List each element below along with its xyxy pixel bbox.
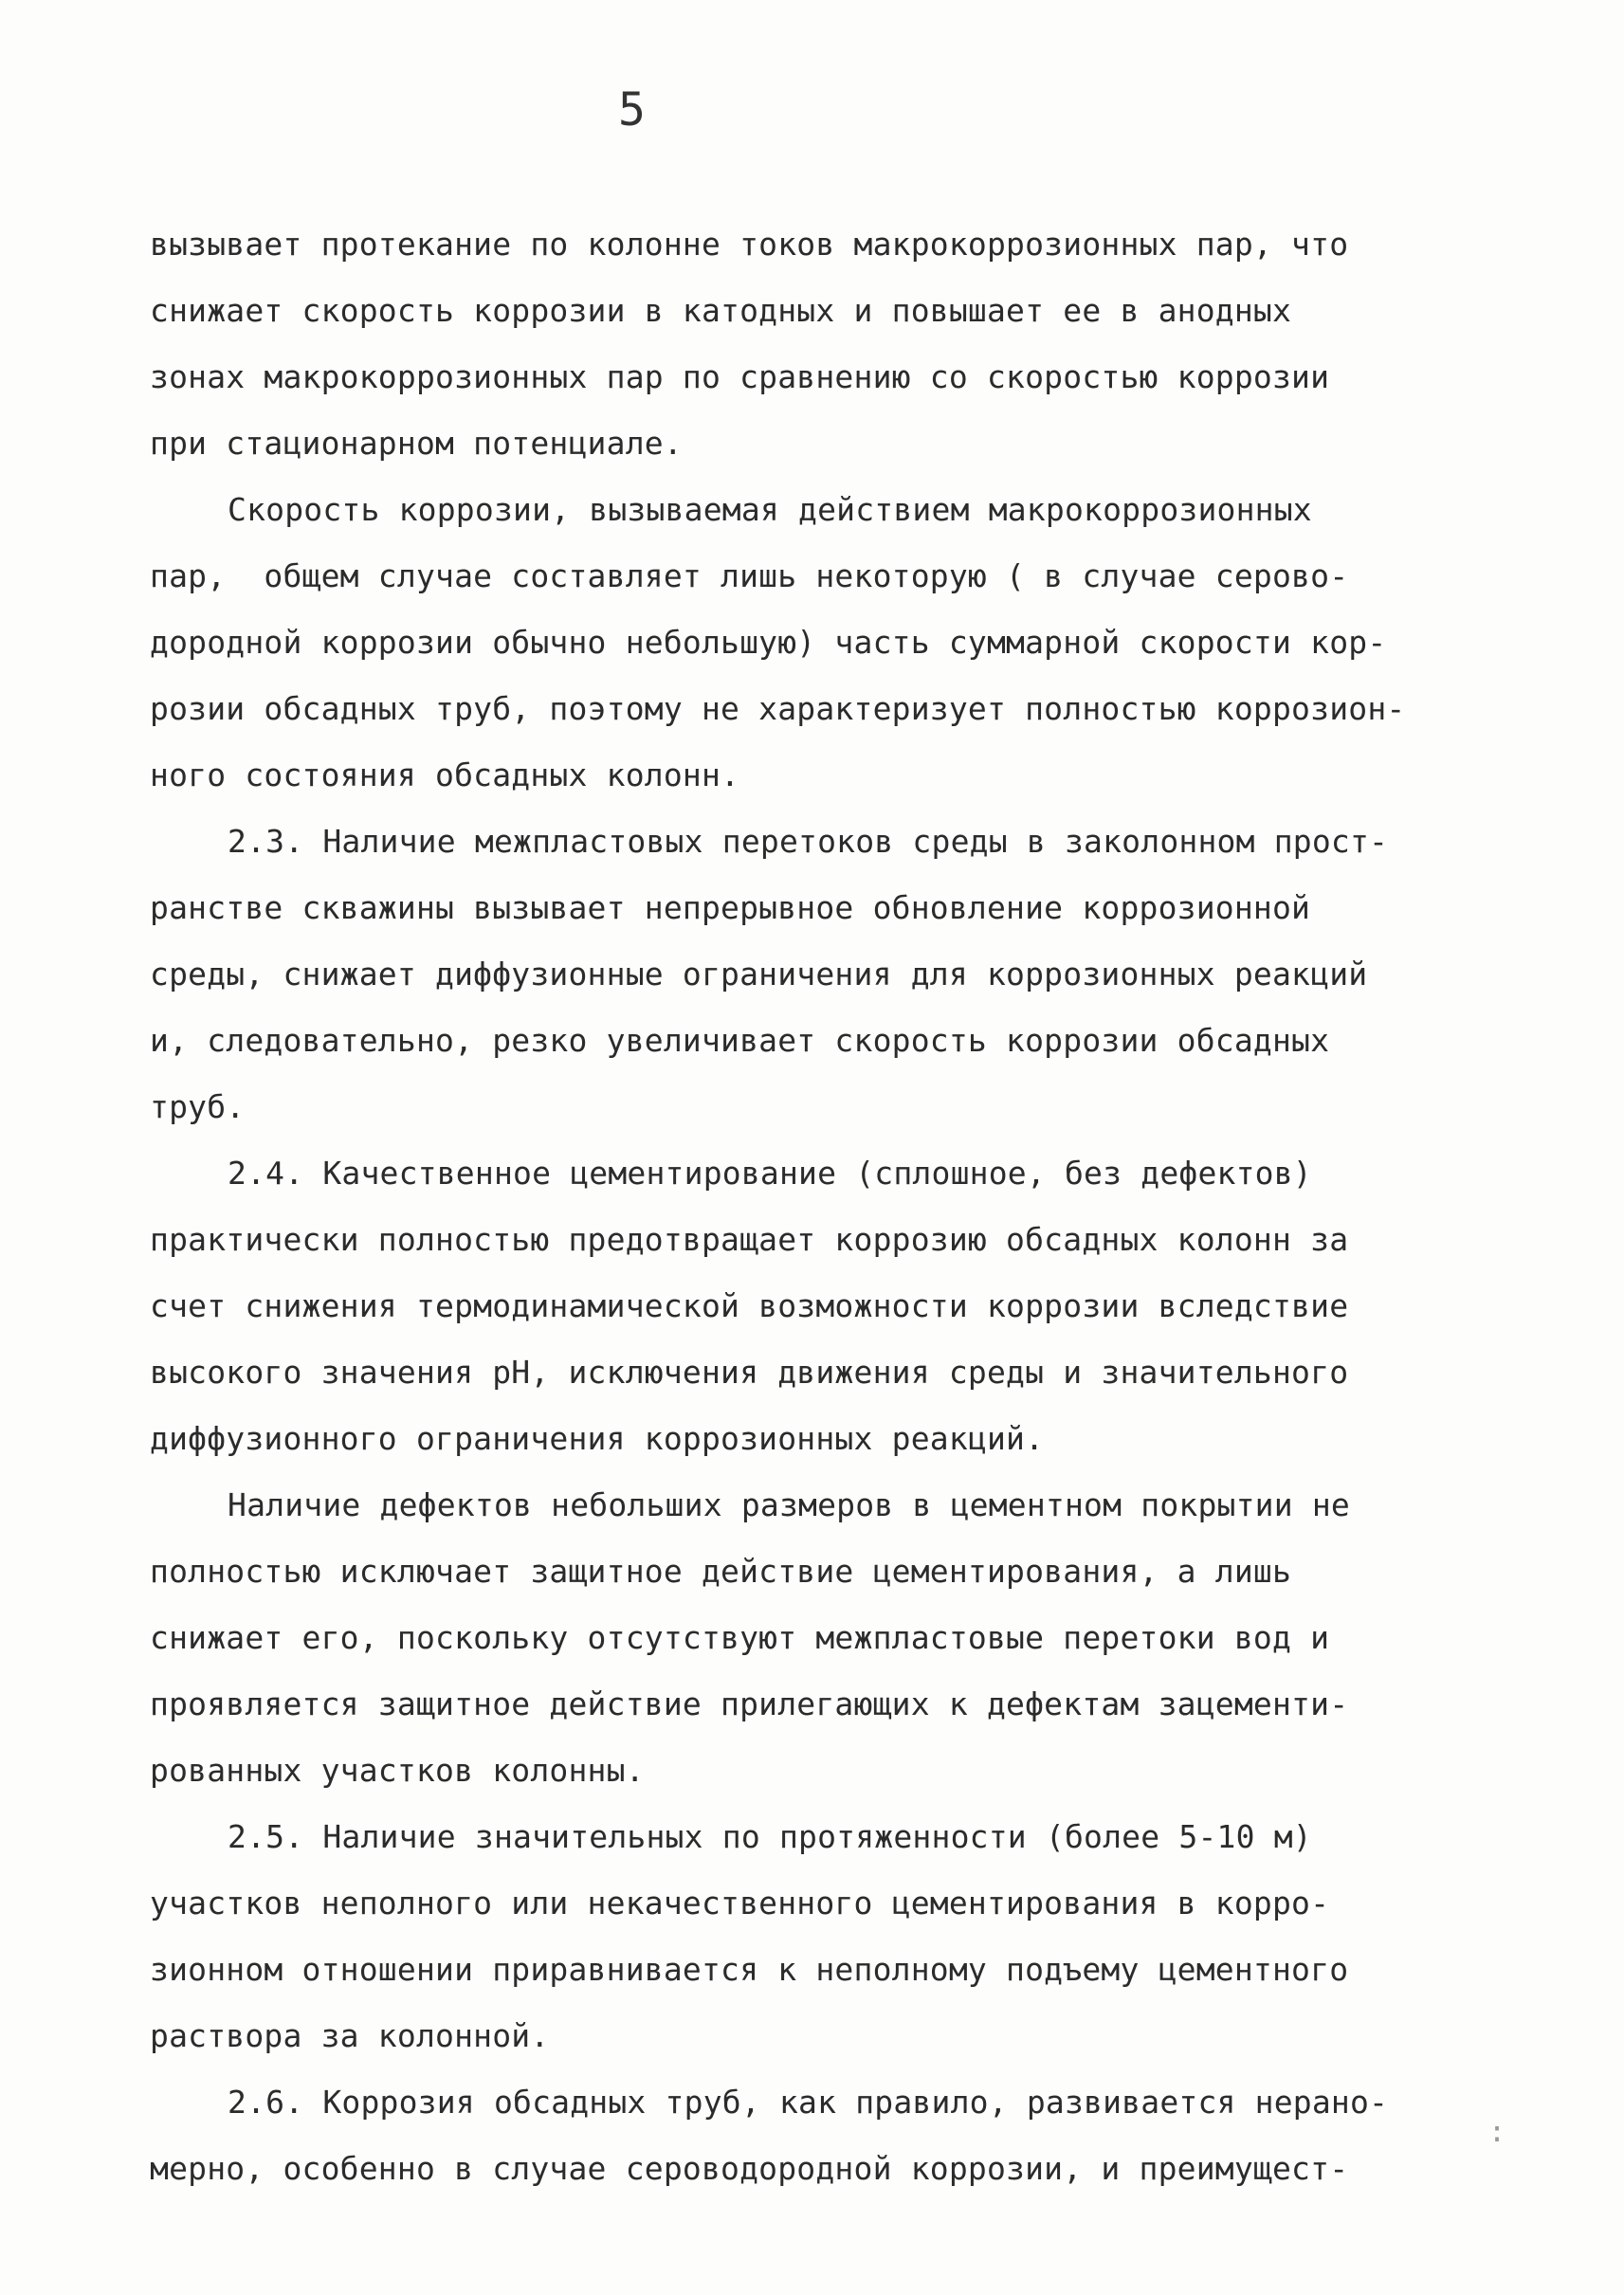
body-text [150, 228, 1458, 2218]
text-line: диффузионного ограничения коррозионных реакций. [150, 1420, 1045, 1457]
text-line: полностью исключает защитное действие цементирования, а лишь [150, 1553, 1292, 1590]
text-line: 2.5. Наличие значительных по протяженности (более 5-10 м) [228, 1818, 1312, 1855]
text-line: розии обсадных труб, поэтому не характеризует полностью коррозион- [150, 690, 1406, 727]
text-line: ного состояния обсадных колонн. [150, 756, 740, 793]
text-line: 2.6. Коррозия обсадных труб, как правило, развивается нерано- [228, 2084, 1389, 2121]
text-line: снижает его, поскольку отсутствуют межпластовые перетоки вод и [150, 1619, 1330, 1656]
text-line: 2.3. Наличие межпластовых перетоков среды в заколонном прост- [228, 823, 1389, 860]
text-line: мерно, особенно в случае сероводородной коррозии, и преимущест- [150, 2150, 1349, 2187]
text-line: среды, снижает диффузионные ограничения для коррозионных реакций [150, 956, 1368, 993]
margin-mark: : [1488, 2116, 1506, 2149]
text-line: рованных участков колонны. [150, 1752, 645, 1789]
text-line: Скорость коррозии, вызываемая действием макрокоррозионных [228, 491, 1312, 528]
text-line: 2.4. Качественное цементирование (сплошное, без дефектов) [228, 1155, 1312, 1192]
text-line: зонах макрокоррозионных пар по сравнению со скоростью коррозии [150, 358, 1330, 395]
text-line: счет снижения термодинамической возможности коррозии вследствие [150, 1287, 1349, 1324]
text-line: Наличие дефектов небольших размеров в цементном покрытии не [228, 1486, 1350, 1523]
text-line: ранстве скважины вызывает непрерывное обновление коррозионной [150, 889, 1311, 926]
text-line: дородной коррозии обычно небольшую) часть суммарной скорости кор- [150, 624, 1387, 661]
text-line: вызывает протекание по колонне токов макрокоррозионных пар, что [150, 226, 1349, 263]
page-number: 5 [618, 83, 646, 137]
text-line: высокого значения pH, исключения движения среды и значительного [150, 1354, 1349, 1391]
text-line: участков неполного или некачественного цементирования в корро- [150, 1885, 1330, 1922]
text-line: проявляется защитное действие прилегающих к дефектам зацементи- [150, 1685, 1349, 1722]
text-line: труб. [150, 1088, 246, 1125]
text-line: и, следовательно, резко увеличивает скорость коррозии обсадных [150, 1022, 1330, 1059]
text-line: раствора за колонной. [150, 2017, 550, 2054]
text-line: при стационарном потенциале. [150, 425, 683, 462]
text-line: пар, общем случае составляет лишь некоторую ( в случае серово- [150, 557, 1349, 594]
text-line: практически полностью предотвращает коррозию обсадных колонн за [150, 1221, 1349, 1258]
text-line: зионном отношении приравнивается к неполному подъему цементного [150, 1951, 1349, 1988]
text-line: снижает скорость коррозии в катодных и повышает ее в анодных [150, 292, 1292, 329]
